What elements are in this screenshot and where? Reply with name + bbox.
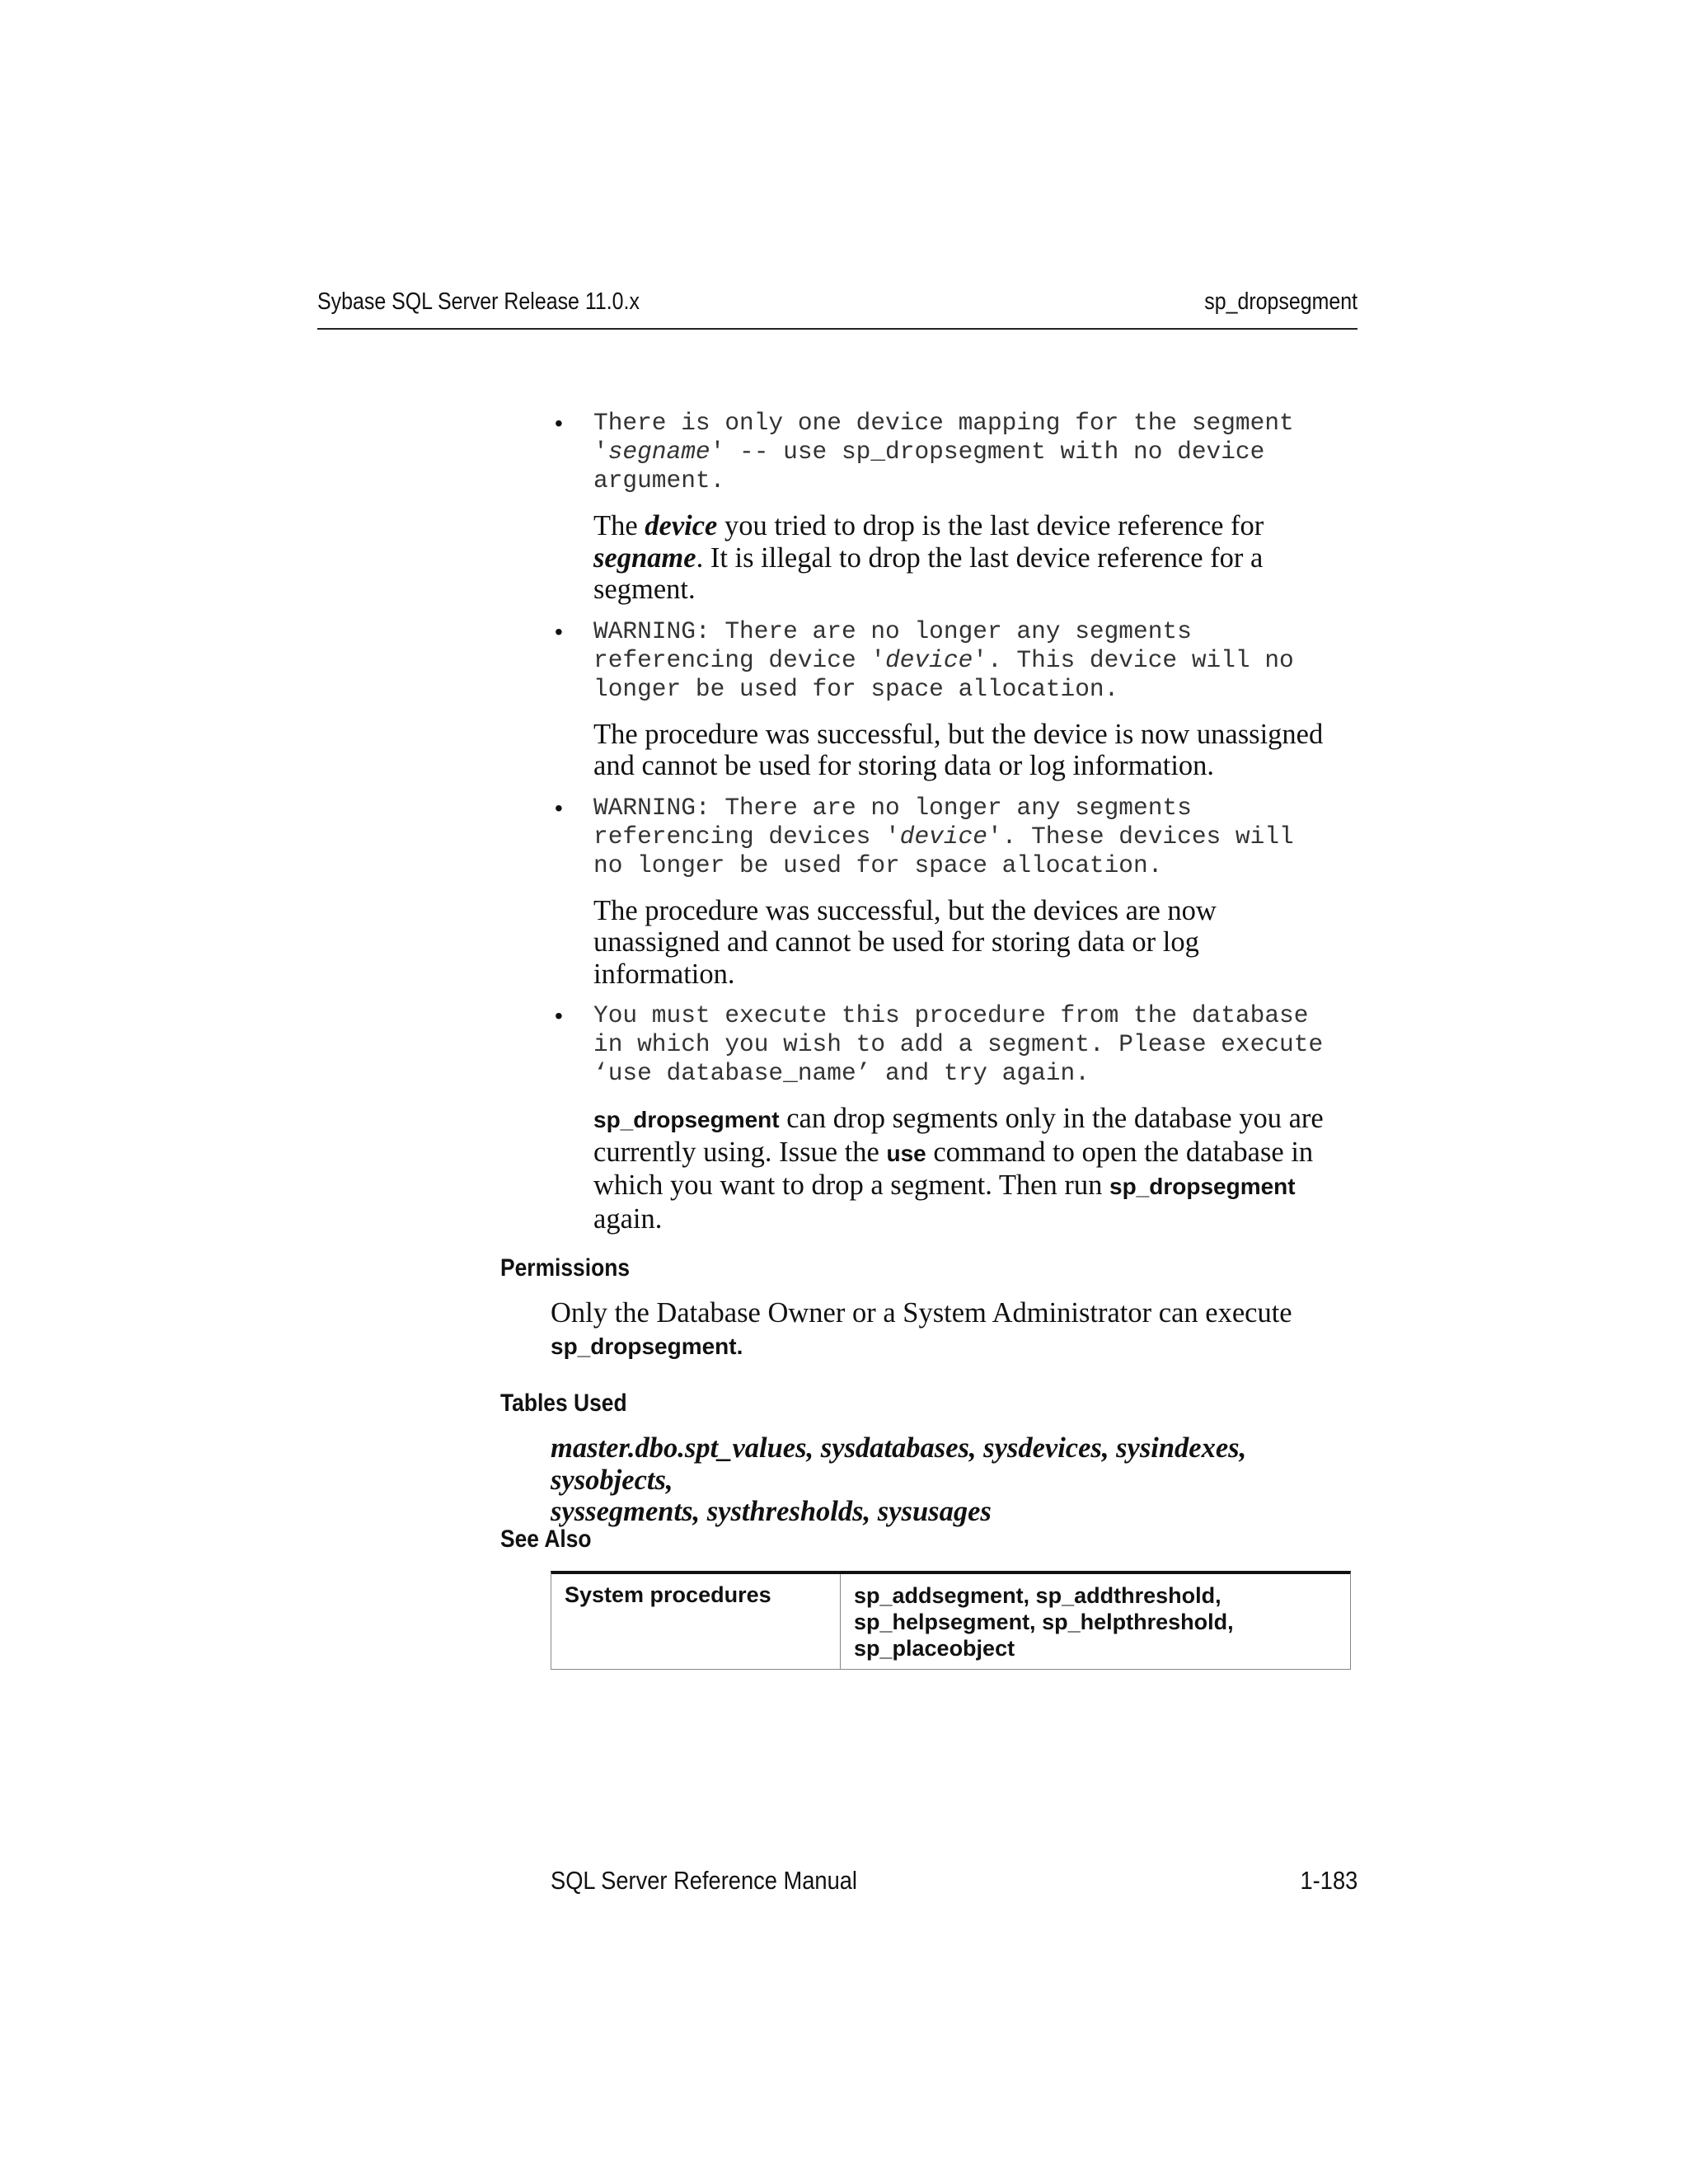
list-item: [552, 1001, 1376, 1235]
permissions-text: Only the Database Owner or a System Administrator can execute sp_dropsegment.: [551, 1297, 1292, 1359]
permissions-heading: Permissions: [500, 1254, 631, 1282]
error-message-text: You must execute this procedure from the database in which you wish to add a segment. Please execute ‘use database_name’ and try again.: [593, 1001, 1324, 1087]
error-message-text: WARNING: There are no longer any segments referencing device 'device'. This device will no longer be used for space allocation.: [593, 616, 1294, 703]
bullet-icon: •: [555, 794, 563, 821]
message-explanation: The procedure was successful, but the devices are now unassigned and cannot be used for storing data or log information.: [593, 894, 1217, 990]
tables-used-heading: Tables Used: [500, 1390, 627, 1417]
message-explanation: The procedure was successful, but the device is now unassigned and cannot be used for storing data or log information.: [593, 718, 1324, 781]
mono-line-italic-segname: 'segname' -- use sp_dropsegment with no device: [593, 438, 1265, 466]
error-message-text: There is only one device mapping for the segment 'segname' -- use sp_dropsegment with no device argument.: [593, 409, 1376, 495]
footer-manual-title: SQL Server Reference Manual: [551, 1866, 858, 1895]
message-explanation: sp_dropsegment can drop segments only in the database you are currently using. Issue the use command to open the database in which you want to drop a segment. Then run sp_dropsegment again.: [593, 1103, 1324, 1235]
bullet-icon: •: [555, 618, 563, 644]
tables-used-list: master.dbo.spt_values, sysdatabases, sysdevices, sysindexes, sysobjects, syssegments, systhresholds, sysusages: [551, 1432, 1247, 1527]
bullet-icon: •: [555, 410, 563, 436]
header-topic: sp_dropsegment: [1204, 288, 1357, 315]
page-header: [317, 288, 1357, 330]
list-item: [552, 409, 1376, 606]
message-explanation: The device you tried to drop is the last device reference for segname. It is illegal to drop the last device reference for a segment.: [593, 510, 1264, 605]
header-release: Sybase SQL Server Release 11.0.x: [317, 288, 640, 315]
table-cell-category: System procedures: [551, 1574, 841, 1669]
error-message-list: [552, 409, 1376, 1246]
list-item: [552, 617, 1376, 782]
table-cell-procedures: sp_addsegment, sp_addthreshold, sp_helpsegment, sp_helpthreshold, sp_placeobject: [854, 1583, 1234, 1661]
list-item: [552, 794, 1376, 991]
page-number: 1-183: [1300, 1866, 1357, 1895]
error-message-text: WARNING: There are no longer any segments referencing devices 'device'. These devices will no longer be used for space allocation.: [593, 793, 1294, 879]
see-also-heading: See Also: [500, 1526, 592, 1553]
bullet-icon: •: [555, 1003, 563, 1029]
see-also-table: [551, 1571, 1351, 1670]
